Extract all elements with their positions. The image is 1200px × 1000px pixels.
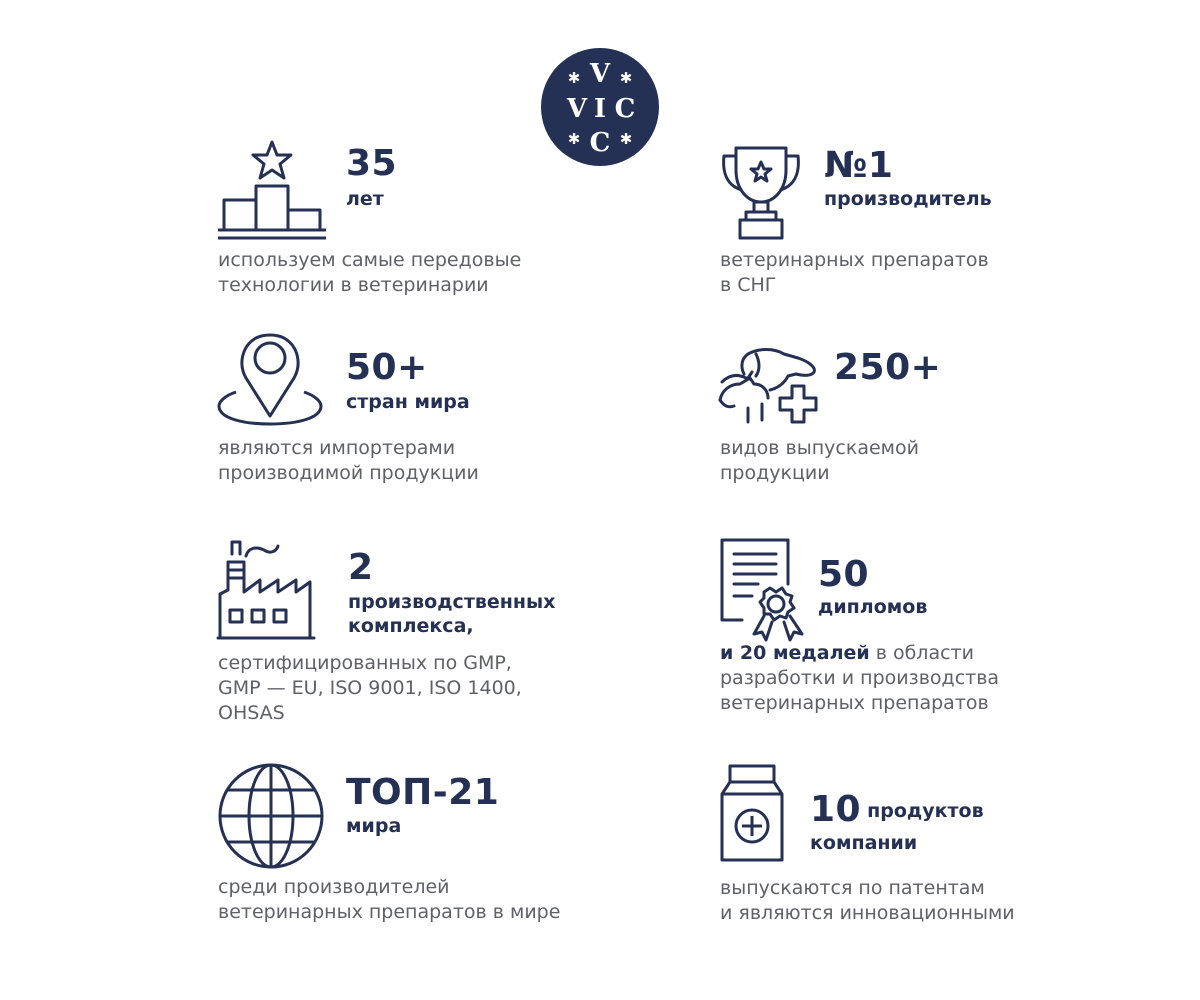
- medicine-bottle-icon: [718, 762, 786, 864]
- animals-plus-icon: [718, 344, 828, 426]
- stat-top-desc: среди производителей ветеринарных препаратов в мире: [218, 876, 561, 923]
- stat-countries-desc: являются импортерами производимой продукции: [218, 437, 479, 484]
- stat-complexes-value: 2: [348, 547, 374, 588]
- factory-icon: [216, 534, 316, 642]
- stat-patents-unit-inline: продуктов: [867, 800, 984, 822]
- stat-diplomas-desc: и 20 медалей в области разработки и производства ветеринарных препаратов: [720, 642, 1000, 714]
- map-pin-icon: [216, 326, 324, 428]
- logo-letter-left: V: [566, 94, 588, 124]
- svg-text:✱: ✱: [567, 130, 581, 148]
- logo-letter-top: V: [589, 59, 611, 89]
- stat-patents-desc: выпускаются по патентам и являются инновационными: [720, 877, 1015, 924]
- globe-icon: [216, 762, 326, 870]
- svg-text:✱: ✱: [619, 69, 633, 87]
- company-logo: [541, 48, 659, 166]
- vic-logo-icon: [541, 48, 659, 166]
- stat-patents-value: 10 продуктов: [810, 789, 984, 830]
- svg-text:✱: ✱: [567, 69, 581, 87]
- logo-letter-right: C: [614, 94, 636, 124]
- medals-highlight: и 20 медалей: [720, 642, 870, 664]
- stat-top-value: ТОП-21: [346, 772, 500, 813]
- svg-text:✱: ✱: [619, 130, 633, 148]
- trophy-icon: [718, 144, 804, 242]
- stat-products-desc: видов выпускаемой продукции: [720, 437, 919, 484]
- stat-years-unit: лет: [346, 188, 384, 210]
- stat-number-one-desc: ветеринарных препаратов в СНГ: [720, 249, 989, 296]
- stat-number-one-unit: производитель: [824, 188, 992, 210]
- stat-countries-value: 50+: [346, 347, 428, 388]
- stat-countries-unit: стран мира: [346, 391, 470, 413]
- podium-star-icon: [216, 138, 328, 244]
- stat-diplomas-value: 50: [818, 554, 870, 595]
- stat-products-value: 250+: [834, 347, 942, 388]
- stat-top-unit: мира: [346, 815, 402, 837]
- stat-patents-unit: компании: [810, 832, 918, 854]
- stat-diplomas-unit: дипломов: [818, 596, 928, 618]
- certificate-icon: [718, 536, 806, 644]
- logo-letter-bottom: C: [589, 128, 611, 158]
- stat-years-desc: используем самые передовые технологии в ветеринарии: [218, 249, 522, 296]
- stat-complexes-desc: сертифицированных по GMP, GMP — EU, ISO 9001, ISO 1400, OHSAS: [218, 652, 522, 724]
- stat-complexes-unit: производственных комплекса,: [348, 591, 556, 637]
- logo-letter-center: I: [593, 94, 607, 124]
- stat-number-one-value: №1: [824, 145, 894, 186]
- stat-years-value: 35: [346, 143, 398, 184]
